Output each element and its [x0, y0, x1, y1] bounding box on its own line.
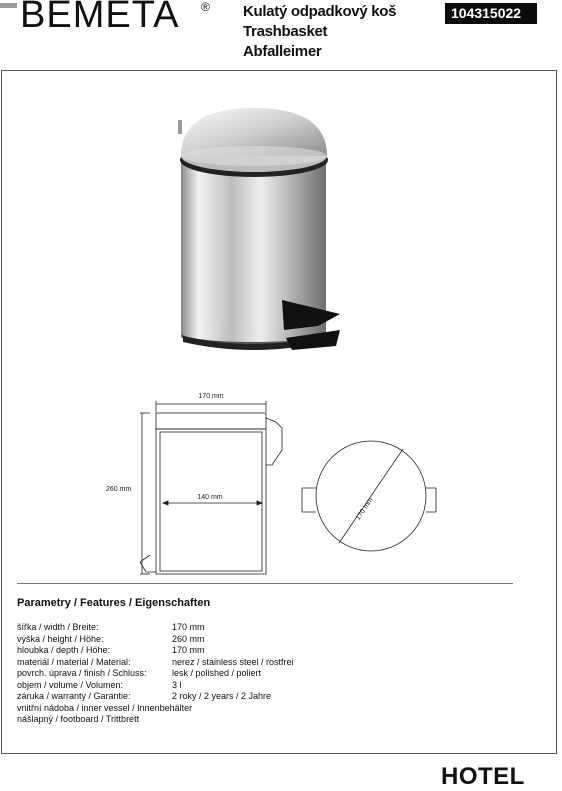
spec-label: záruka / warranty / Garantie: — [17, 691, 131, 701]
product-code: 104315022 — [445, 3, 537, 24]
spec-value: 2 roky / 2 years / 2 Jahre — [172, 691, 272, 701]
spec-label: materiál / material / Material: — [17, 656, 131, 667]
trash-bin-photo — [178, 108, 340, 350]
technical-drawing — [140, 401, 436, 574]
spec-value: 170 mm — [172, 645, 205, 655]
diameter-dimension: 170 mm — [354, 496, 375, 522]
spec-value: lesk / polished / poliert — [172, 668, 262, 678]
title-en: Trashbasket — [243, 23, 328, 40]
spec-value: 260 mm — [172, 633, 205, 644]
divider — [17, 583, 513, 584]
registered-mark: ® — [201, 0, 210, 14]
features-title: Parametry / Features / Eigenschaften — [17, 597, 211, 609]
inner-dimension: 140 mm — [197, 494, 223, 501]
spec-label: nášlapný / footboard / Trittbrett — [17, 714, 140, 724]
spec-labels — [17, 622, 192, 726]
spec-label: vnitřní nádoba / inner vessel / Innenbehälter — [17, 702, 193, 713]
width-dimension: 170 mm — [198, 393, 224, 400]
category-label: HOTEL — [441, 763, 525, 790]
spec-value: 170 mm — [172, 622, 205, 632]
brand-logo: BEMETA — [20, 0, 180, 36]
spec-label: výška / height / Höhe: — [17, 633, 104, 644]
height-dimension: 260 mm — [106, 486, 132, 493]
spec-value: nerez / stainless steel / rostfrei — [172, 656, 294, 667]
title-cz: Kulatý odpadkový koš — [243, 3, 397, 20]
title-de: Abfalleimer — [243, 43, 322, 60]
spec-label: povrch. úprava / finish / Schluss: — [17, 668, 147, 678]
spec-values — [172, 622, 294, 703]
spec-label: hloubka / depth / Höhe: — [17, 645, 111, 655]
spec-label: objem / volume / Volumen: — [17, 679, 124, 690]
spec-value: 3 l — [172, 679, 182, 690]
spec-label: šířka / width / Breite: — [17, 622, 99, 632]
